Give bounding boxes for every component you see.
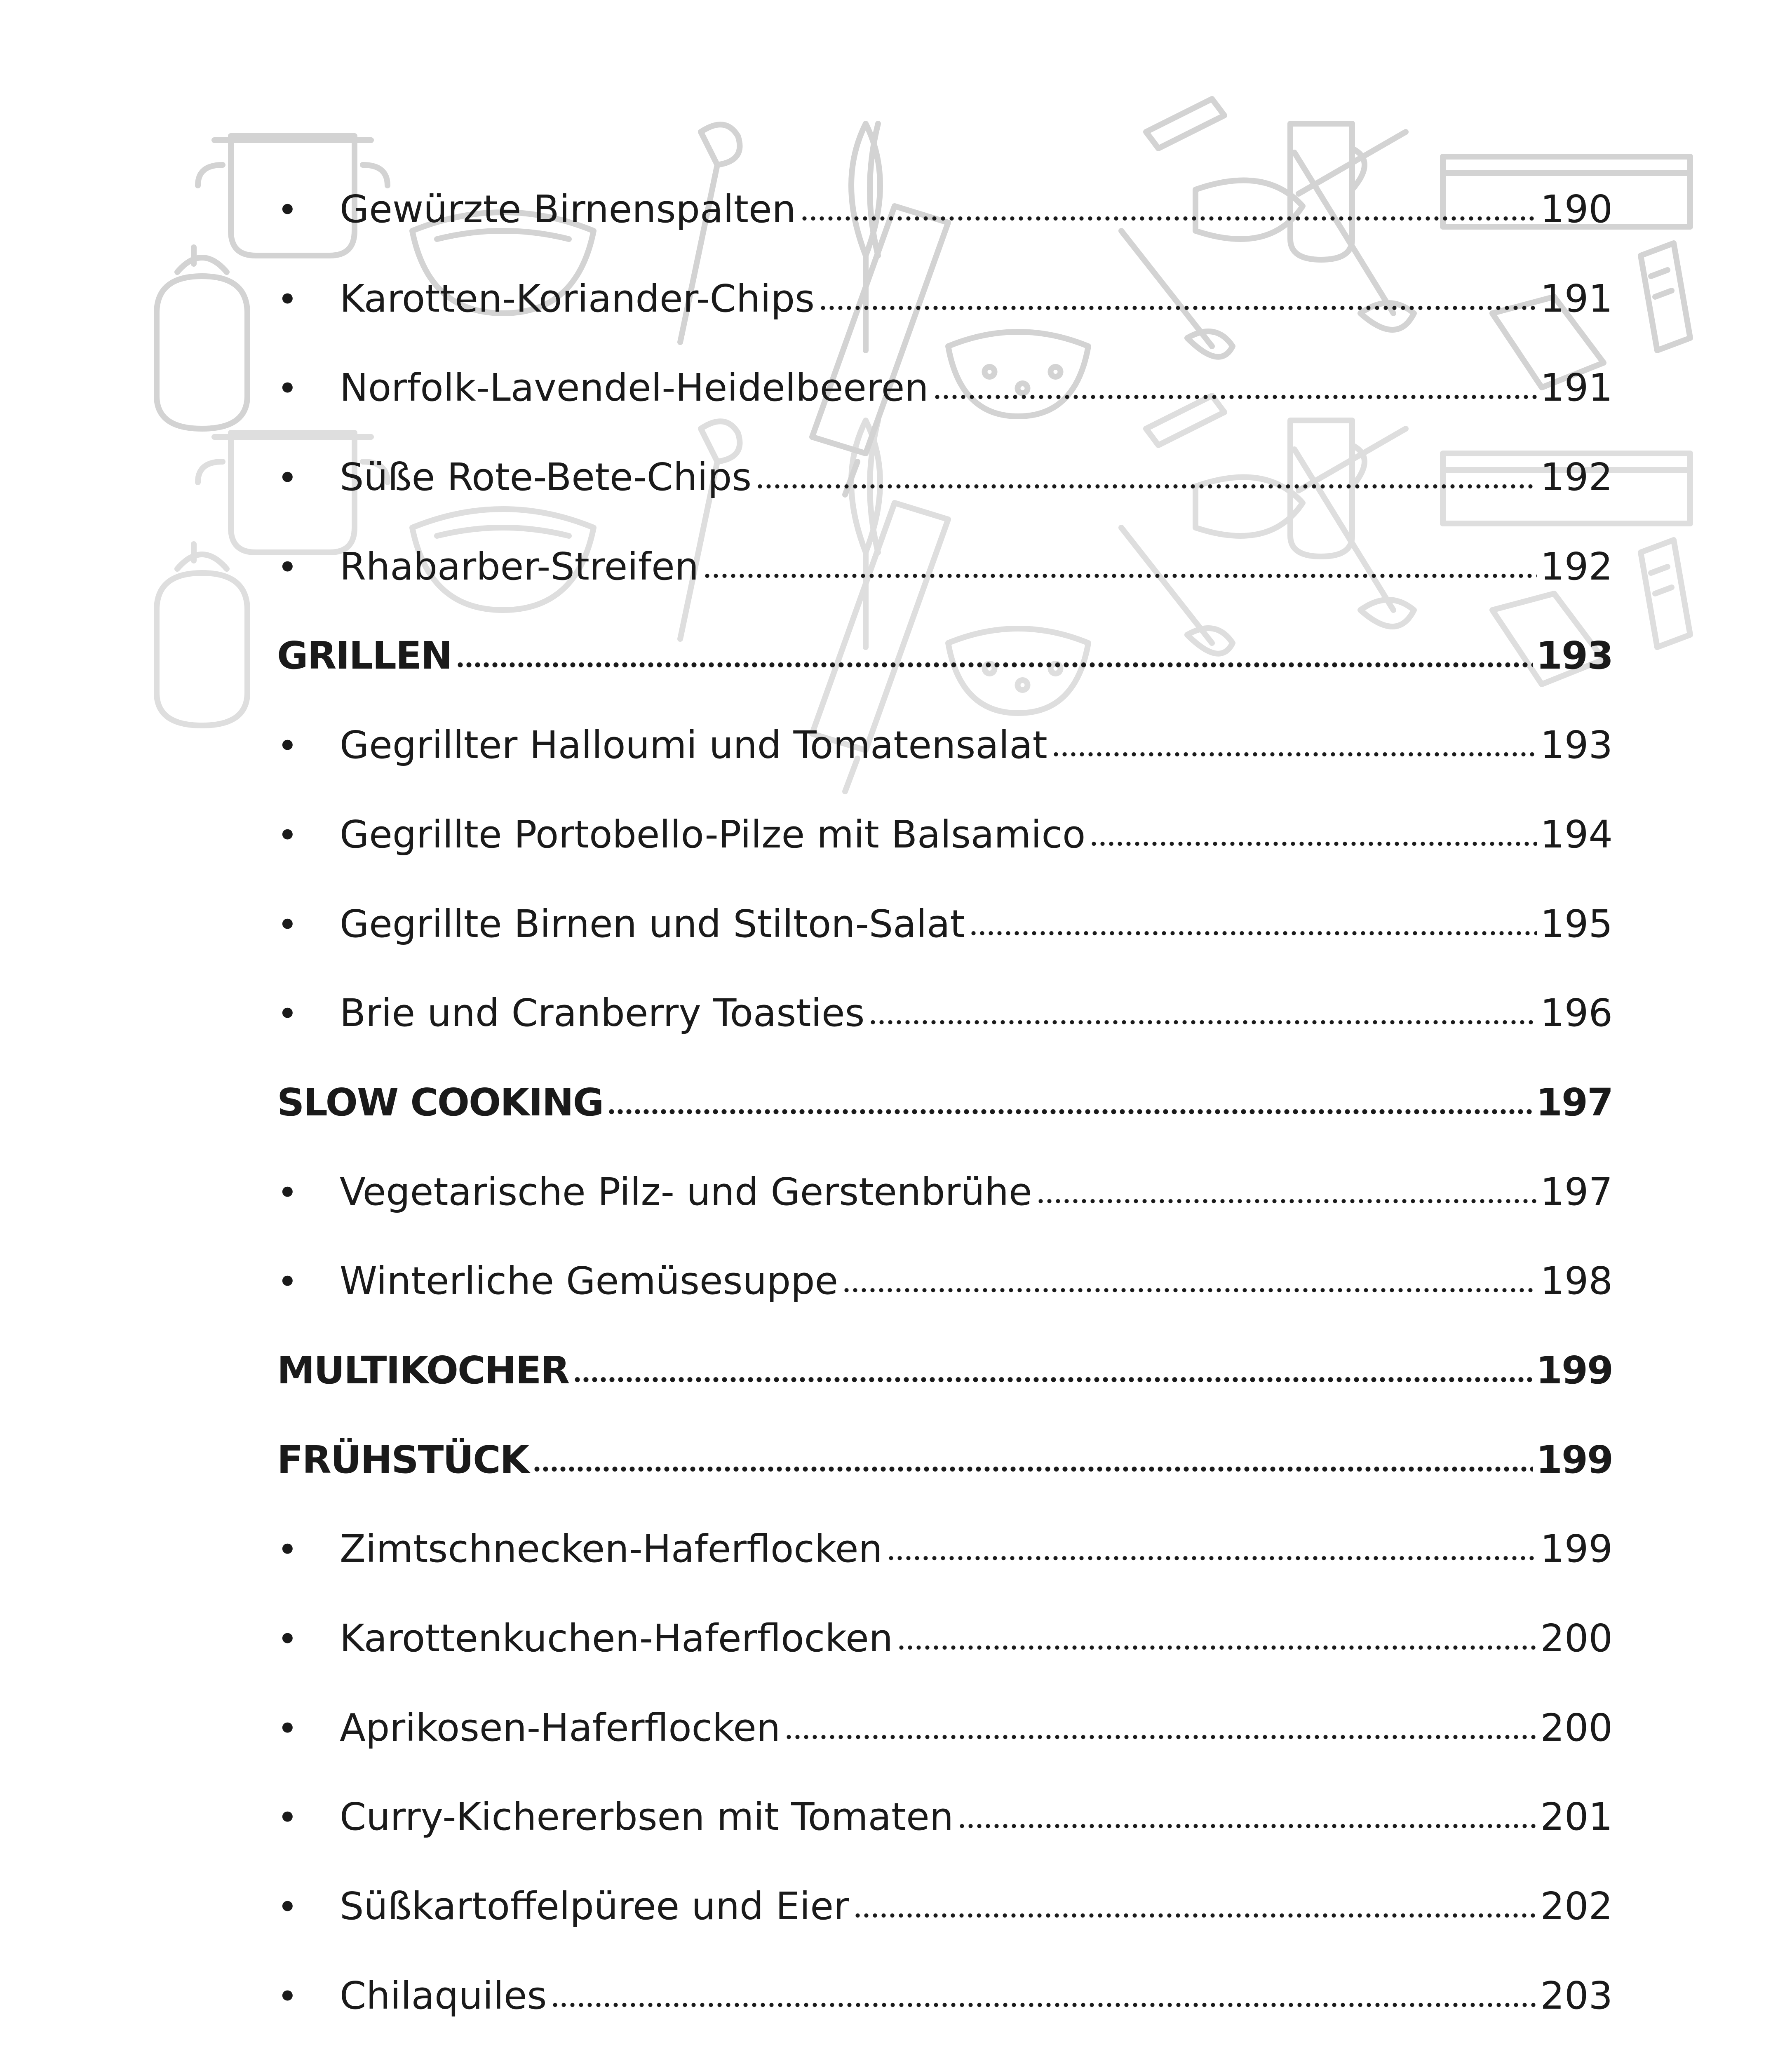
toc-entry-title: Winterliche Gemüsesuppe <box>340 1259 838 1303</box>
dot-leader <box>607 1109 1533 1115</box>
bullet-icon: • <box>277 1172 298 1214</box>
toc-entry[interactable] <box>277 343 1613 433</box>
toc-page-number: 192 <box>1540 544 1613 589</box>
toc-page-number: 202 <box>1540 1884 1613 1929</box>
dot-leader <box>573 1377 1533 1383</box>
dot-leader <box>551 2002 1537 2008</box>
toc-page-number: 199 <box>1536 1348 1613 1392</box>
dot-leader <box>1090 841 1537 847</box>
toc-page-number: 200 <box>1540 1616 1613 1660</box>
toc-entry[interactable] <box>277 1505 1613 1594</box>
toc-entry[interactable] <box>277 165 1613 254</box>
bullet-icon: • <box>277 190 298 231</box>
toc-entry-title: GRILLEN <box>277 634 452 678</box>
toc-page-number: 203 <box>1540 1973 1613 2018</box>
toc-entry[interactable] <box>277 1148 1613 1237</box>
toc-page-number: 191 <box>1540 366 1613 410</box>
bullet-icon: • <box>277 1976 298 2017</box>
toc-entry[interactable] <box>277 790 1613 880</box>
bullet-icon: • <box>277 547 298 588</box>
toc-page-number: 197 <box>1536 1080 1613 1124</box>
bullet-icon: • <box>277 1887 298 1928</box>
toc-entry[interactable] <box>277 1594 1613 1683</box>
toc-entry[interactable] <box>277 433 1613 522</box>
toc-entry[interactable] <box>277 1237 1613 1326</box>
toc-section-heading[interactable] <box>277 611 1613 701</box>
toc-section-heading[interactable] <box>277 1326 1613 1415</box>
toc-entry[interactable] <box>277 1772 1613 1862</box>
toc-page-number: 201 <box>1540 1795 1613 1839</box>
dot-leader <box>842 1287 1537 1293</box>
bullet-icon: • <box>277 815 298 856</box>
bullet-icon: • <box>277 1619 298 1660</box>
toc-entry-title <box>340 2040 1256 2061</box>
toc-page-number <box>1537 2040 1613 2061</box>
toc-entry-title: FRÜHSTÜCK <box>277 1437 528 1482</box>
toc-entry-title: Karotten-Koriander-Chips <box>340 276 815 321</box>
toc-entry-title: Süßkartoffelpüree und Eier <box>340 1884 849 1929</box>
toc-page-number: 199 <box>1536 1437 1613 1482</box>
toc-entry-title: Gegrillte Birnen und Stilton-Salat <box>340 901 965 946</box>
bullet-icon: • <box>277 458 298 499</box>
dot-leader <box>1036 1198 1537 1204</box>
toc-entry[interactable] <box>277 1951 1613 2041</box>
toc-page-number: 193 <box>1536 634 1613 678</box>
toc-entry-title: Gewürzte Birnenspalten <box>340 187 796 231</box>
dot-leader <box>1052 751 1537 757</box>
toc-entry[interactable] <box>277 2040 1613 2061</box>
toc-page-number: 200 <box>1540 1705 1613 1750</box>
bullet-icon: • <box>277 1529 298 1571</box>
toc-entry-title: Süße Rote-Bete-Chips <box>340 455 752 500</box>
table-of-contents <box>277 165 1613 2061</box>
dot-leader <box>703 573 1537 579</box>
toc-section-heading[interactable] <box>277 1058 1613 1148</box>
dot-leader <box>756 484 1537 489</box>
bullet-icon: • <box>277 993 298 1035</box>
toc-entry-title: Karottenkuchen-Haferflocken <box>340 1616 893 1660</box>
toc-entry[interactable] <box>277 969 1613 1058</box>
toc-page-number: 197 <box>1540 1169 1613 1214</box>
dot-leader <box>933 394 1537 400</box>
dot-leader <box>784 1734 1537 1740</box>
toc-entry[interactable] <box>277 254 1613 344</box>
dot-leader <box>533 1466 1533 1472</box>
toc-entry[interactable] <box>277 522 1613 612</box>
toc-entry-title: MULTIKOCHER <box>277 1348 569 1392</box>
toc-entry[interactable] <box>277 701 1613 790</box>
dot-leader <box>969 930 1537 936</box>
bullet-icon: • <box>277 1261 298 1303</box>
toc-entry-title: Gegrillter Halloumi und Tomatensalat <box>340 723 1047 768</box>
toc-entry-title: Chilaquiles <box>340 1973 547 2018</box>
toc-page-number: 194 <box>1540 812 1613 857</box>
toc-page-number: 198 <box>1540 1259 1613 1303</box>
toc-entry-title: Aprikosen-Haferflocken <box>340 1705 781 1750</box>
dot-leader <box>819 305 1537 311</box>
toc-entry-title: Norfolk-Lavendel-Heidelbeeren <box>340 366 929 410</box>
toc-page-number: 199 <box>1540 1527 1613 1571</box>
dot-leader <box>897 1645 1537 1650</box>
dot-leader <box>456 662 1533 668</box>
bullet-icon: • <box>277 904 298 946</box>
toc-entry-title: Vegetarische Pilz- und Gerstenbrühe <box>340 1169 1032 1214</box>
bullet-icon: • <box>277 279 298 320</box>
toc-page-number: 196 <box>1540 991 1613 1035</box>
bullet-icon: • <box>277 368 298 410</box>
toc-entry-title: SLOW COOKING <box>277 1080 604 1124</box>
dot-leader <box>958 1823 1537 1829</box>
toc-page-number: 192 <box>1540 455 1613 500</box>
toc-entry[interactable] <box>277 880 1613 969</box>
toc-page-number: 193 <box>1540 723 1613 768</box>
toc-entry-title: Zimtschnecken-Haferflocken <box>340 1527 883 1571</box>
dot-leader <box>887 1555 1537 1561</box>
toc-page-number: 190 <box>1540 187 1613 231</box>
toc-entry[interactable] <box>277 1862 1613 1951</box>
toc-entry-title: Brie und Cranberry Toasties <box>340 991 865 1035</box>
dot-leader <box>869 1019 1537 1025</box>
bullet-icon: • <box>277 1797 298 1839</box>
toc-page-number: 195 <box>1540 901 1613 946</box>
toc-entry[interactable] <box>277 1683 1613 1773</box>
bullet-icon <box>277 2041 340 2061</box>
bullet-icon: • <box>277 725 298 767</box>
dot-leader <box>800 216 1537 221</box>
toc-entry-title: Curry-Kichererbsen mit Tomaten <box>340 1795 954 1839</box>
toc-page-number: 191 <box>1540 276 1613 321</box>
bullet-icon: • <box>277 1708 298 1749</box>
toc-section-heading[interactable] <box>277 1415 1613 1505</box>
dot-leader <box>853 1913 1537 1918</box>
toc-entry-title: Gegrillte Portobello-Pilze mit Balsamico <box>340 812 1086 857</box>
toc-entry-title: Rhabarber-Streifen <box>340 544 699 589</box>
